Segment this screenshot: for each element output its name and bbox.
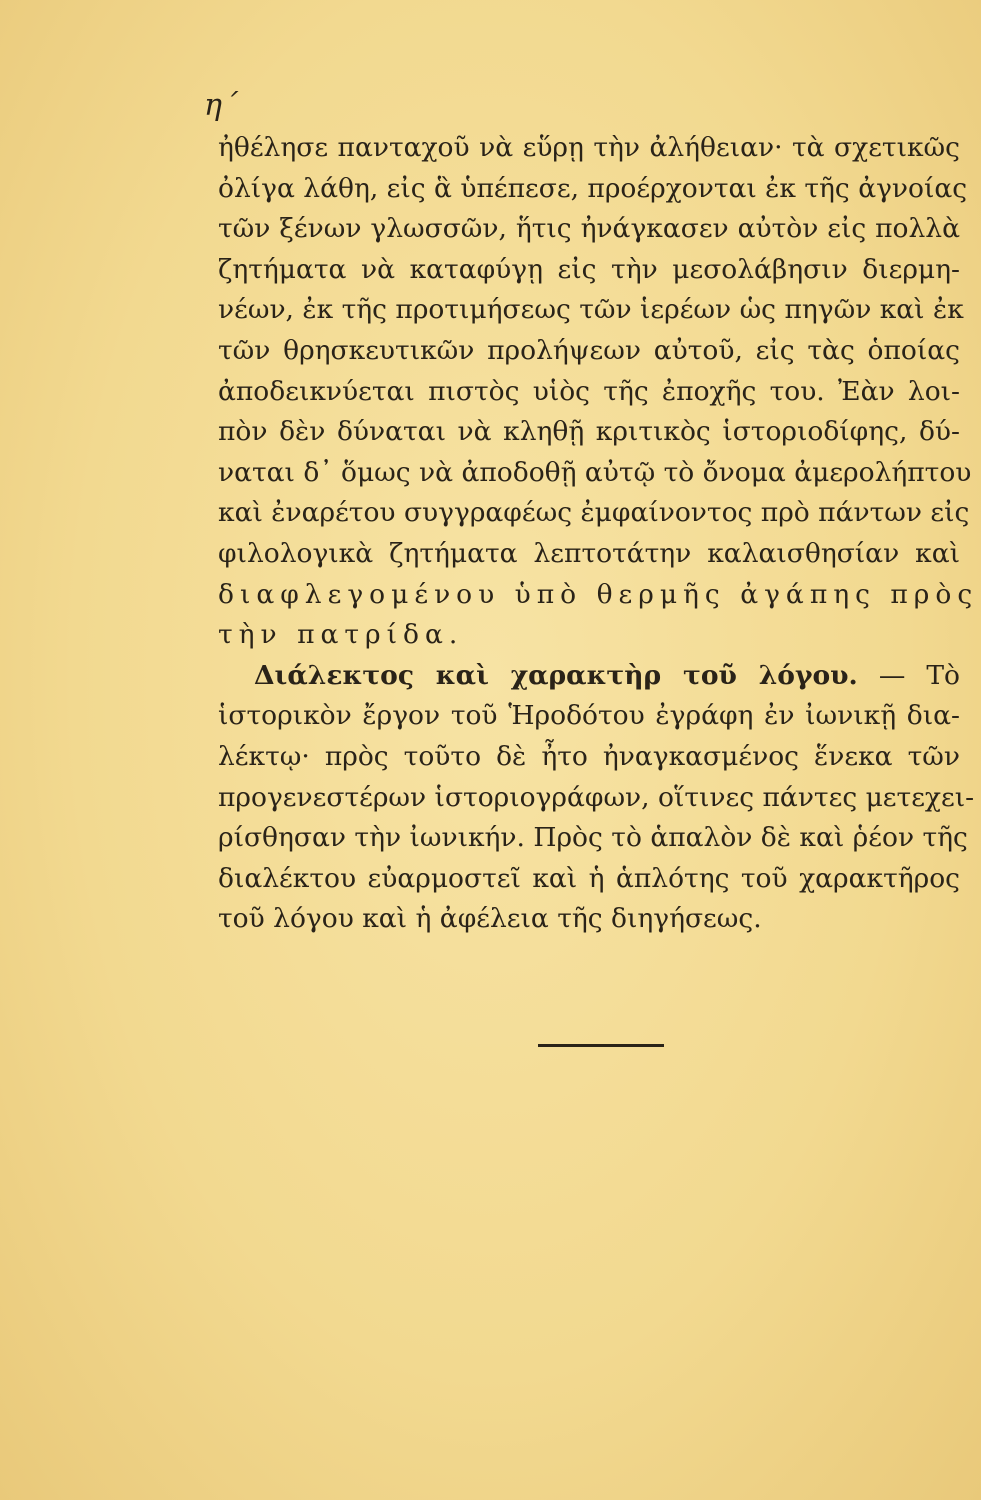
text-line: τῶν ξένων γλωσσῶν, ἥτις ἠνάγκασεν αὐτὸν εἰς πολλὰ [218, 213, 960, 245]
text-line: διαλέκτου εὐαρμοστεῖ καὶ ἡ ἁπλότης τοῦ χαρακτῆρος [218, 862, 960, 894]
text-line: καὶ ἐναρέτου συγγραφέως ἐμφαίνοντος πρὸ πάντων εἰς [218, 497, 970, 529]
text-line: φιλολογικὰ ζητήματα λεπτοτάτην καλαισθησίαν καὶ [218, 537, 960, 569]
text-line: λέκτῳ· πρὸς τοῦτο δὲ ἦτο ἠναγκασμένος ἕνεκα τῶν [218, 740, 960, 772]
text-line: πὸν δὲν δύναται νὰ κληθῇ κριτικὸς ἱστοριοδίφης, δύ- [218, 416, 960, 448]
text-line: ζητήματα νὰ καταφύγῃ εἰς τὴν μεσολάβησιν διερμη- [218, 253, 960, 285]
text-fragment: — Τὸ [878, 659, 960, 691]
text-line: τὴν πατρίδα. [218, 619, 464, 651]
body-text [218, 128, 979, 940]
text-line: διαφλεγομένου ὑπὸ θερμῆς ἀγάπης πρὸς [218, 578, 979, 610]
page-number: η΄ [204, 88, 239, 123]
text-line: ἠθέλησε πανταχοῦ νὰ εὕρῃ τὴν ἀλήθειαν· τὰ σχετικῶς [218, 132, 960, 163]
text-line: τῶν θρησκευτικῶν προλήψεων αὐτοῦ, εἰς τὰς ὁποίας [218, 334, 960, 366]
text-line: ρίσθησαν τὴν ἰωνικήν. Πρὸς τὸ ἁπαλὸν δὲ καὶ ῥέον τῆς [218, 822, 968, 854]
section-heading: Διάλεκτος καὶ χαρακτὴρ τοῦ λόγου. [254, 659, 858, 691]
text-line: προγενεστέρων ἱστοριογράφων, οἵτινες πάντες μετεχει- [218, 781, 975, 813]
section-heading-line [218, 656, 960, 697]
text-line: ναται δ᾽ ὅμως νὰ ἀποδοθῇ αὐτῷ τὸ ὄνομα ἀμερολήπτου [218, 456, 972, 488]
section-divider [538, 1044, 664, 1047]
text-line: ἱστορικὸν ἔργον τοῦ Ἡροδότου ἐγράφη ἐν ἰωνικῇ δια- [218, 700, 960, 732]
text-line: ὀλίγα λάθη, εἰς ἃ ὑπέπεσε, προέρχονται ἐκ τῆς ἀγνοίας [218, 172, 968, 204]
text-line: νέων, ἐκ τῆς προτιμήσεως τῶν ἱερέων ὡς πηγῶν καὶ ἐκ [218, 294, 964, 326]
text-line: ἀποδεικνύεται πιστὸς υἱὸς τῆς ἐποχῆς του. Ἐὰν λοι- [218, 375, 960, 407]
text-line: τοῦ λόγου καὶ ἡ ἀφέλεια τῆς διηγήσεως. [218, 903, 762, 935]
